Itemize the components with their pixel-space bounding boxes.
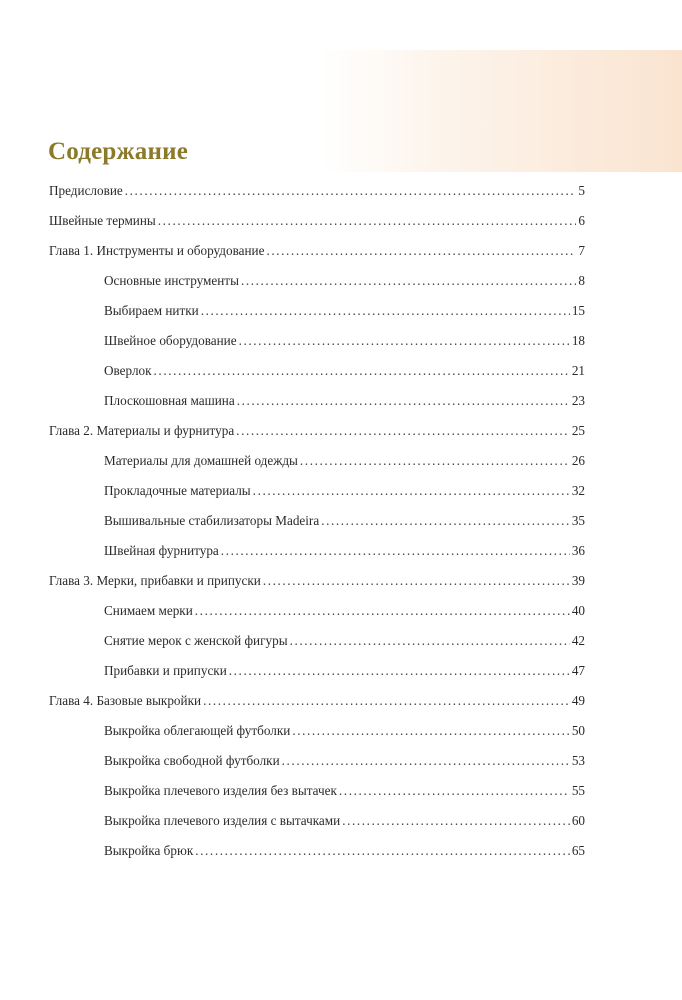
toc-page-number: 53	[571, 753, 585, 768]
toc-chapter-entry[interactable]	[0, 416, 585, 446]
toc-entry-label: Вышивальные стабилизаторы Madeira	[104, 513, 320, 528]
toc-dot-leader	[321, 506, 570, 536]
toc-subentry[interactable]	[0, 326, 585, 356]
toc-entry-label: Швейные термины	[49, 213, 156, 228]
toc-entry-label: Предисловие	[49, 183, 123, 198]
toc-page-number: 21	[571, 363, 585, 378]
toc-subentry[interactable]	[0, 716, 585, 746]
toc-subentry[interactable]	[0, 536, 585, 566]
toc-dot-leader	[292, 716, 570, 746]
toc-entry-label: Выкройка плечевого изделия без вытачек	[104, 783, 337, 798]
toc-entry-label: Оверлок	[104, 363, 152, 378]
toc-dot-leader	[158, 206, 577, 236]
toc-subentry[interactable]	[0, 476, 585, 506]
toc-entry-label: Швейная фурнитура	[104, 543, 219, 558]
toc-entry-label: Материалы для домашней одежды	[104, 453, 298, 468]
toc-dot-leader	[125, 176, 577, 206]
toc-entry-label: Глава 1. Инструменты и оборудование	[49, 243, 265, 258]
toc-dot-leader	[266, 236, 576, 266]
toc-dot-leader	[203, 686, 570, 716]
toc-page-number: 35	[571, 513, 585, 528]
toc-chapter-entry[interactable]	[0, 686, 585, 716]
toc-subentry[interactable]	[0, 836, 585, 866]
toc-dot-leader	[195, 596, 570, 626]
toc-dot-leader	[221, 536, 570, 566]
corner-gradient-decoration	[320, 50, 682, 172]
toc-subentry[interactable]	[0, 626, 585, 656]
toc-dot-leader	[237, 386, 570, 416]
toc-page-number: 60	[571, 813, 585, 828]
toc-subentry[interactable]	[0, 776, 585, 806]
toc-dot-leader	[253, 476, 570, 506]
toc-page-number: 65	[571, 843, 585, 858]
toc-page-number: 50	[571, 723, 585, 738]
toc-page-number: 32	[571, 483, 585, 498]
toc-subentry[interactable]	[0, 656, 585, 686]
toc-entry[interactable]	[0, 206, 585, 236]
toc-subentry[interactable]	[0, 596, 585, 626]
toc-chapter-entry[interactable]	[0, 566, 585, 596]
toc-chapter-entry[interactable]	[0, 236, 585, 266]
toc-page-number: 7	[578, 243, 585, 258]
toc-page-number: 42	[571, 633, 585, 648]
toc-page-number: 23	[571, 393, 585, 408]
toc-subentry[interactable]	[0, 746, 585, 776]
page-title: Содержание	[48, 138, 189, 165]
toc-page-number: 26	[571, 453, 585, 468]
toc-entry-label: Выкройка свободной футболки	[104, 753, 280, 768]
toc-dot-leader	[342, 806, 570, 836]
toc-page-number: 55	[571, 783, 585, 798]
toc-entry-label: Прибавки и припуски	[104, 663, 227, 678]
toc-page-number: 5	[578, 183, 585, 198]
toc-dot-leader	[339, 776, 570, 806]
toc-dot-leader	[300, 446, 570, 476]
toc-entry-label: Снимаем мерки	[104, 603, 193, 618]
toc-page-number: 36	[571, 543, 585, 558]
toc-dot-leader	[241, 266, 576, 296]
toc-subentry[interactable]	[0, 506, 585, 536]
toc-page-number: 39	[571, 573, 585, 588]
toc-subentry[interactable]	[0, 386, 585, 416]
toc-dot-leader	[229, 656, 570, 686]
toc-page-number: 47	[571, 663, 585, 678]
toc-subentry[interactable]	[0, 266, 585, 296]
toc-subentry[interactable]	[0, 356, 585, 386]
table-of-contents	[0, 176, 682, 866]
toc-dot-leader	[201, 296, 570, 326]
toc-dot-leader	[290, 626, 570, 656]
toc-page-number: 15	[571, 303, 585, 318]
toc-subentry[interactable]	[0, 446, 585, 476]
toc-page-number: 6	[578, 213, 585, 228]
toc-dot-leader	[282, 746, 570, 776]
toc-dot-leader	[195, 836, 570, 866]
toc-page-number: 8	[578, 273, 585, 288]
toc-entry-label: Основные инструменты	[104, 273, 239, 288]
toc-page-number: 25	[571, 423, 585, 438]
toc-page-number: 49	[571, 693, 585, 708]
toc-entry-label: Выкройка облегающей футболки	[104, 723, 291, 738]
toc-entry-label: Выкройка брюк	[104, 843, 194, 858]
toc-dot-leader	[263, 566, 570, 596]
toc-entry-label: Швейное оборудование	[104, 333, 237, 348]
toc-page-number: 18	[571, 333, 585, 348]
toc-dot-leader	[154, 356, 570, 386]
toc-subentry[interactable]	[0, 296, 585, 326]
toc-entry-label: Плоскошовная машина	[104, 393, 235, 408]
toc-entry[interactable]	[0, 176, 585, 206]
toc-entry-label: Прокладочные материалы	[104, 483, 251, 498]
toc-entry-label: Глава 4. Базовые выкройки	[49, 693, 202, 708]
toc-subentry[interactable]	[0, 806, 585, 836]
toc-dot-leader	[239, 326, 570, 356]
toc-entry-label: Глава 3. Мерки, прибавки и припуски	[49, 573, 261, 588]
toc-entry-label: Выбираем нитки	[104, 303, 199, 318]
toc-entry-label: Снятие мерок с женской фигуры	[104, 633, 288, 648]
toc-page-number: 40	[571, 603, 585, 618]
toc-entry-label: Глава 2. Материалы и фурнитура	[49, 423, 235, 438]
toc-entry-label: Выкройка плечевого изделия с вытачками	[104, 813, 341, 828]
toc-dot-leader	[236, 416, 570, 446]
